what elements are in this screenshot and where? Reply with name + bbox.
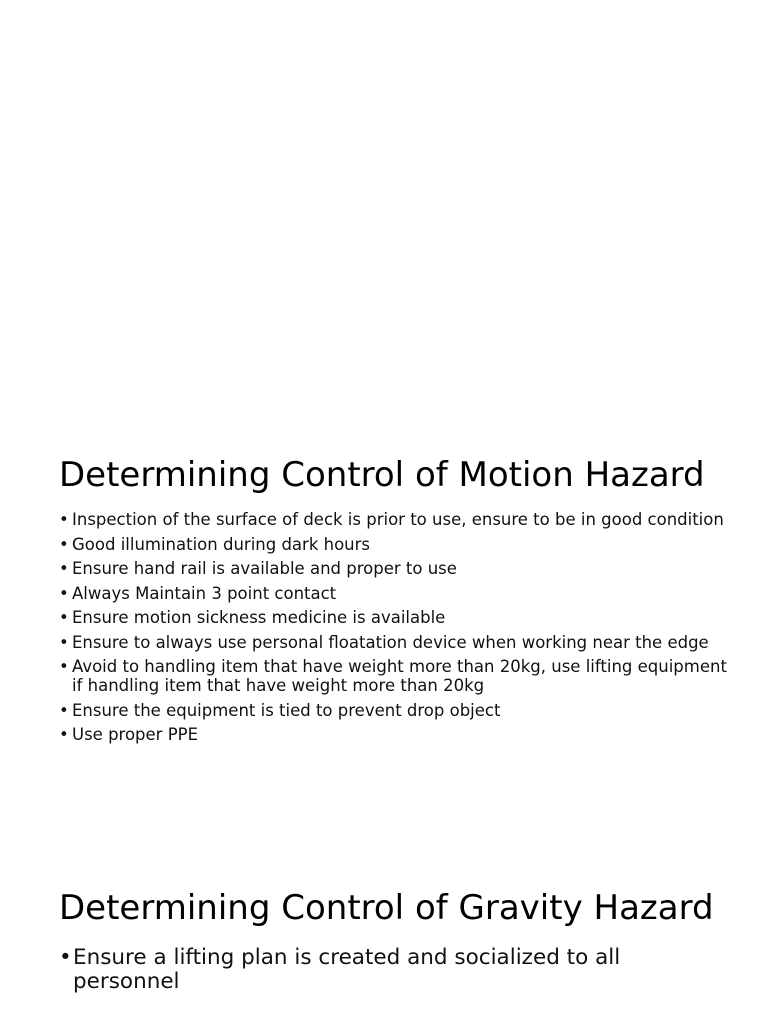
bullet-dot-icon: • <box>59 510 69 529</box>
bullet-dot-icon: • <box>59 559 69 578</box>
motion-hazard-title: Determining Control of Motion Hazard <box>59 455 705 495</box>
bullet-text: Ensure hand rail is available and proper to use <box>72 559 457 578</box>
bullet-dot-icon: • <box>59 945 72 970</box>
bullet-dot-icon: • <box>59 700 69 720</box>
gravity-hazard-title: Determining Control of Gravity Hazard <box>59 888 714 928</box>
bullet-item <box>59 559 728 578</box>
bullet-text: Ensure the equipment is tied to prevent drop object <box>72 700 501 720</box>
motion-hazard-bullet-list <box>59 510 728 744</box>
bullet-text: Always Maintain 3 point contact <box>72 583 337 603</box>
bullet-item <box>59 535 728 554</box>
bullet-item <box>59 946 728 994</box>
motion-hazard-slide <box>59 456 728 750</box>
bullet-text: Good illumination during dark hours <box>72 534 371 554</box>
bullet-item <box>59 701 728 720</box>
bullet-dot-icon: • <box>59 583 69 603</box>
bullet-text: Ensure a lifting plan is created and socialized to all personnel <box>73 945 621 994</box>
bullet-dot-icon: • <box>59 608 69 627</box>
bullet-dot-icon: • <box>59 657 69 676</box>
bullet-item <box>59 725 728 744</box>
bullet-item <box>59 633 728 652</box>
bullet-dot-icon: • <box>59 632 69 652</box>
bullet-text: Ensure to always use personal floatation device when working near the edge <box>72 632 709 652</box>
bullet-item <box>59 510 728 529</box>
bullet-item <box>59 657 728 695</box>
bullet-item <box>59 608 728 627</box>
bullet-item <box>59 584 728 603</box>
bullet-text: Avoid to handling item that have weight more than 20kg, use lifting equipment if handling item that have weight more than 20kg <box>72 657 727 695</box>
bullet-dot-icon: • <box>59 534 69 554</box>
bullet-text: Ensure motion sickness medicine is available <box>72 608 446 627</box>
gravity-hazard-bullet-list <box>59 946 728 994</box>
bullet-text: Use proper PPE <box>72 725 199 744</box>
gravity-hazard-slide <box>59 889 728 994</box>
bullet-dot-icon: • <box>59 725 69 744</box>
bullet-text: Inspection of the surface of deck is prior to use, ensure to be in good condition <box>72 510 724 529</box>
